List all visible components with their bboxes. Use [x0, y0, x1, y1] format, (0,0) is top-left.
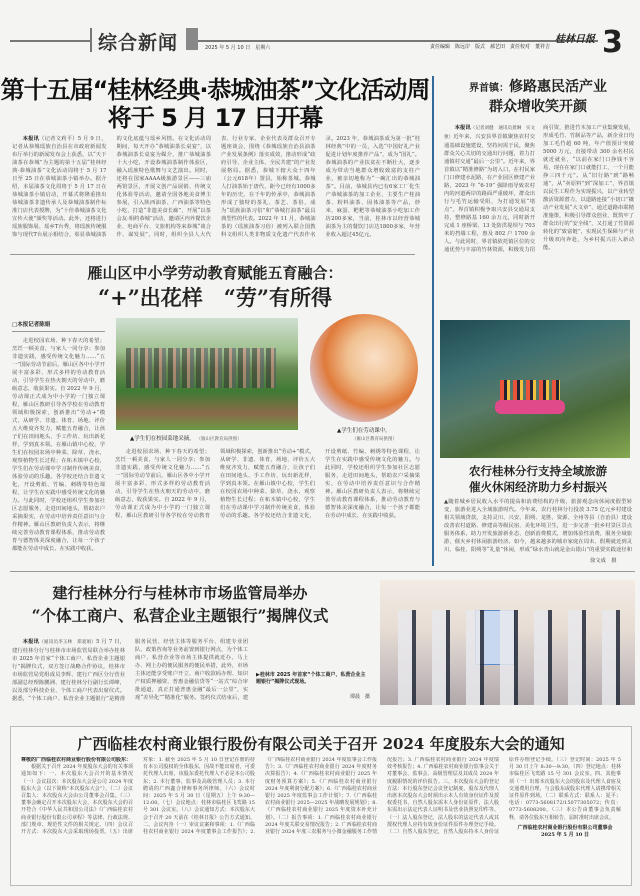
article2-headline-line1: 雁山区中小学劳动教育赋能五育融合： — [87, 264, 343, 282]
sidebar1-headline-line1: 界首镇：修路惠民活产业 — [469, 79, 607, 95]
article3-headline-line2: “个体工商户、私营企业主题银行”揭牌仪式 — [31, 606, 329, 625]
notice-body — [21, 757, 621, 883]
editors-line: 责任编辑 陈远岸 版式 郝艺田 责任校对 董祥吉 — [430, 44, 551, 50]
byline-rule — [12, 331, 105, 332]
issue-date: 2025 年 5 月 10 日 星期六 — [205, 45, 271, 51]
sidebar2-photo-river — [440, 320, 630, 458]
section-title: 综合新闻 — [98, 32, 179, 54]
sidebar2-credit: 徐文成 摄 — [590, 558, 617, 564]
article2-photo-circle — [310, 314, 418, 422]
sidebar-divider — [432, 76, 434, 566]
article3-text: 5 月 7 日，建行桂林分行与桂林市市场监管局联合举办桂林市 2025 年首家“个体工商户、私营企业主题银行”揭牌仪式，双方签订战略合作协议，桂林市市场监管局党组成员李辉、建行广西区分行营业部副总经理陈鹏洲、建行桂林分行副行长谭峰，以及部分科技企业、个体工商户代表出席仪式。据悉，“个体工商户、私营企业主题银行”是精准服务民营、经营主体等服务平台、组建专业团队、政策咨询等业务前置到银行网点，为个体工商户、私营企业等市场主体提供就近办、马上办、网上办的便民服务的便民举措，此外，市场主体还能享受账户开立、商户收款码办理、知识产权质押融资、普惠金融信贷等“一站式”综合审批通道，真正打通普惠金融“最后一公里”，实现“差异化”“精准化”服务。签约仪式结束后，建 — [12, 639, 248, 702]
sidebar2-headline-line1: 农行桂林分行支持全域旅游 — [469, 464, 607, 478]
article3-headline-line1: 建行桂林分行与桂林市市场监管局举办 — [52, 584, 308, 602]
sidebar1-headline-line2: 群众增收笑开颜 — [489, 99, 587, 115]
article2-caption1: ▲学生们在校园菜地采摘。 （雁山区教育局供图） — [130, 436, 242, 442]
header-rule-left — [10, 40, 90, 42]
sidebar1-body: 本报讯（记者刘健 通讯员龚琳 实文強）近年来，兴安县界首镇聚焦农村交通基础设施建设，坚持问需于民，聚焦群众关心关切的交通出行问题，着力打通镇村交通“最后一公里”。近年来，界首镇以“精准修路”为切入口，在村民家门口修建水泥路，在产业园区修建产业路，2023 年 “6·19” 强降雨导致农村内的河道两岸的路面严重破坏，群众出行与毛竹运输受阻，为打通发展“堵点”，界首镇积极争取兴安县交通局支持，整修路基 160 余万元，同时新开完成 1 座桥梁、13 处防洪堤坝与 703 米的挡墙工程，惠及 802 户 1700 余人。与此同时，界首镇依托镇区位的交通优势与丰富的竹林资源，积极发力招商引资，推进竹木加工产业集聚发展，形成毛竹、竹制品等产品，新企业日均加工毛竹超 60 吨，年产值预计突破 5000 万元，直接带动 300 余名村民就近就业，“以前在家门口挣钱不容易，现在在家门口就能打工，一个月能挣三四千元”。从“旧行路”到“路畅通”，从“卖原料”到“深加工”，界首镇以民生工程作为实现振兴，以产业转型激活资源潜力，以道路连接“小切口”撬动产业发展“大文章”，通过道路串联精准施策，积极引导群众创业，既筑牢了群众出行的“安全线”，又打通了竹资源转化的“致富链”，实现民生保障与产业升级双向奔赴，为乡村振兴注入新动能。 — [444, 125, 634, 253]
article1-headline-line2: 将于 5 月 17 日开幕 — [107, 104, 323, 132]
notice-box — [10, 726, 632, 886]
page-number: 3 — [602, 25, 623, 60]
article3-caption: ▶桂林市 2025 年首家“个体工商户、私营企业主题银行”揭牌仪式现场。 — [256, 672, 366, 685]
article2-photo-garden — [116, 318, 298, 430]
article2-byline: □本报记者陈娟 — [12, 322, 51, 328]
section-rule-2 — [10, 571, 635, 572]
sidebar1-text: 近年来，兴安县界首镇聚焦农村交通基础设施建设，坚持问需于民，聚焦群众关心关切的交通出行问题，着力打通镇村交通“最后一公里”。近年来，界首镇以“精准修路”为切入口，在村民家门口修建水泥路，在产业园区修建产业路，2023 年 “6·19” 强降雨导致农村内的河道两岸的路面严重破坏，群众出行与毛竹运输受阻，为打通发展“堵点”，界首镇积极争取兴安县交通局支持，整修路基 160 余万元，同时新开完成 1 座桥梁、13 处防洪堤坝与 703 米的挡墙工程，惠及 802 户 1700 余人。与此同时，界首镇依托镇区位的交通优势与丰富的竹林资源，积极发力招商引资，推进竹木加工产业集聚发展，形成毛竹、竹制品等产品，新企业日均加工毛竹超 60 吨，年产值预计突破 5000 万元，直接带动 300 余名村民就近就业，“以前在家门口挣钱不容易，现在在家门口就能打工，一个月能挣三四千元”。从“旧行路”到“路畅通”，从“卖原料”到“深加工”，界首镇以民生工程作为实现振兴，以产业转型激活资源潜力，以道路连接“小切口”撬动产业发展“大文章”，通过道路串联精准施策，积极引导群众创业，既筑牢了群众出行的“安全线”，又打通了竹资源转化的“致富链”，实现民生保障与产业升级双向奔赴，为乡村振兴注入新动能。 — [444, 125, 634, 253]
notice-title: 广西临桂农村商业银行股份有限公司关于召开 2024 年度股东大会的通知 — [77, 735, 565, 753]
section-rule — [10, 254, 415, 255]
notice-text: 根据关于召开 2024 年度股东大会的有关事项通知如下：一、本次股东大会召开的基本情况（一）会议届次：本次股东大会是公司 2024 年度股东大会（以下简称“本次股东大会”）。（二）会议召集人：本次股东大会由公司董事会召集。（三）董事会确定召开本次股东大会，本次股东大会的召开符合《中华人民共和国公司法》《广西临桂农村商业银行股份有限公司章程》等法律、行政法规、部门规章、规范性文件的相关规定。（四）会议召开方式：本次股东大会采取现场投票。（五）出席对象：1. 截至 2025 年 5 月 10 日登记在册的持有本公司股权的全体股东，因故不能出席者，可委托代理人出席，该股东委托代理人不必是本公司股东；2. 本行董事、监事及高级管理人员；3. 本行聘请的广西鑫合律师事务所律师。（六）会议时间：2025 年 5 月 30 日（星期五）上午 9:30—12:00。（七）会议地点：桂林市临桂区飞鸾路 15 号 301 会议室。（八）会议通知方式：本次股东大会于召开 20 天前在《桂林日报》公告方式通知。二、会议内容（一）审议议案和事项：1.《广西临桂农村商业银行 2024 年度董事会工作报告》；2.《广西临桂农村商业银行 2024 年度监事会工作报告》；3.《广西临桂农村商业银行 2024 年度财务决算报告》；4.《广西临桂农村商业银行 2025 年度财务预算方案》；5.《广西临桂农村商业银行 2024 年度利润分配方案》；6.《广西临桂农村商业银行 2025 年度监事会工作计划》；7.《广西临桂农村商业银行 2025—2025 年战略发展规划》；8.《广西临桂农村商业银行 2025 年度资本补充计划》。（二）报告事项：1. 广西临桂农村商业银行 2024 年度关联交易情况报告；2. 广西临桂农村商业银行 2024 年度三农服务与小微金融服务工作情况报告；3. 广西临桂农村商业银行 2024 年度绩效考核报告；4. 广西临桂农村商业银行监事会关于对董事会、监事会、高级管理层及其成员 2024 年度履职情况的评价报告。三、本次股东大会的登记方法：本行股东登记会议登记制度，股东及代理人出席本次股东大会时须出示本人有效身份证件及授权委托书，自然人股东需本人身份证原件，法人股东需出示法定代表人证明书及营业执照复印件等。（一）法人股东登记，法人股东的法定代表人或其授权代理人应持有效身份证件原件办理登记手续。（二）自然人股东登记，自然人股东持本人身份证原件办理登记手续。（三）登记时间：2025 年 5 月 30 日上午 8:30—9:30。（四）登记地点：桂林市临桂区飞鸾路 15 号 301 会议室。四、其他事项（一）出席本次股东大会的股东及代理人食宿及交通费用自理，与会股东或股东代理人请携带相关证件原件到场。（二）联系方式：联系人：夏平；电话：0773-5608172/15077305072；传真：0773-5608200。（三）本公告由董事会负责解释，请各位股东互相转告，届时准时出席会议。 — [21, 757, 621, 836]
article2-caption2: ▲学生们在劳动课中。 — [337, 428, 391, 434]
article1-lead: 本报讯 — [22, 136, 40, 142]
article1-byline: （记者文莉平） — [39, 136, 78, 142]
header-divider — [90, 28, 92, 52]
newspaper-logo: 桂林日报 — [555, 34, 595, 45]
section-block — [186, 28, 198, 50]
article1-body — [12, 135, 420, 245]
article2-caption2-credit: （雁山区教育局供图） — [352, 437, 397, 442]
header-rule-right — [198, 40, 598, 42]
article2-body — [12, 337, 105, 567]
notice-signature: 广西临桂农村商业银行股份有限公司董事会 — [517, 824, 613, 831]
article1-headline-line1: 第十五届“桂林经典·恭城油茶”文化活动周 — [0, 76, 430, 104]
sidebar2-body: ▲随着城乡居民收入水平的提高和消费结构的升级，旅游观念向休闲度假型转变，旅游业进入全域旅游时代。今年来，农行桂林分行投放 3.75 亿元乡村建设相关领域贷款，支持灵川、兴安、阳朔、龙胜、资源、全州等县（自治县）建设改善农村道路、修建高等级民宿、美化环境卫生，进一步完善一批乡村景区景点服务体系，助力开发旅游新业态，创新消费模式，增加体验性消费，服务全域旅游，催火乡村休闲旅游经济。如今，越来越多的城市家庭在周末、假期就近到灵川、临桂、阳朔等“礼量”休闲，形成“绿水青山就是金山银山”的重要实践途径和 — [444, 499, 632, 553]
article1-text: 5 月 9 日，记者从恭城瑶族自治县在市政府新闻发布厅举行的新闻发布会上获悉，以“天下油茶在恭城”为主题的第十五届“桂林经典·恭城油茶”文化活动周将于 5 月 17 日至 25 日在恭城油茶小镇举办。据介绍，本届油茶文化周将于 5 月 17 日在恭城油茶小镇启动，开幕式将隆重推出恭城油茶非遗传承人及恭城油茶制作标准门店代表授牌，为“十佳恭城油茶文化宣传大使”颁奖等活动。此外，还将进行瑶族服饰展、瑶乡T台秀，将瑶族传统服饰与现代T台展示相结合，彰显恭城油茶的文化底蕴与瑶乡风情。在文化活动周期间，每天开办“恭城油茶长桌宴”，以恭城油茶长桌宴为媒介，推广恭城油茶十大小吃，开设恭城油茶制作体验区，融入瑶族特色歌舞与文艺演出。同时，还将在国家AAAA级旅游景区——三庙两馆景区，开展文创产品展销、传统文化体验等活动，邀请全国各地美食博主参展，引入陕西油茶、广西油茶等特色小吃，打造“非遗美食长廊”，开展“以茶会友·相约恭城”活动，邀请区内外餐饮企业、电商平台、文旅机构等来恭城“谈合作、谋发展”，同时，组织全县人大代表、行业专家、企业代表及群众召开专题座谈会，围绕《恭城瑶族自治县油茶产业发展条例》落实成效，推动形成“政府引导、企业主体、全民共建”的产业发展格局。据悉，恭城下辖大众十四年（公元618年）置县，始称茶城。恭城人打油茶始于唐代，距今已经有1000多年的历史，在千年的传承中，恭城油茶形成了独特的茶礼、茶艺、茶俗，成为“瑶族油茶习俗”和“恭城打油茶”最具典型性的代表。2022 年 11 月，恭城油茶的（瑶族油茶习俗）被列入联合国教科文组织人类非物质文化遗产代表作名录。2023 年，恭城油茶成为第一批“桂林经典”中的一员，入选“中国好礼产业促进计划年度推荐产品”，成为“国礼”。恭城油茶的产业扶贫在不断壮大，逐步成为带动当地群众增收致富的支柱产业，被亲切地称为“一碗汇出的恭城油茶”。目前，恭城县内已有6家工厂化生产恭城油茶的加工企业，主要生产桂油茶、粉料油茶、固体油茶等产品，炒米、麻蛋、粑粑等恭城油茶小吃加工作坊200多家，当前，桂林市以经营恭城油茶为主的餐饮门店达1800多家，年营业收入超过45亿元。 — [12, 136, 420, 238]
notice-salutation: 尊敬的广西临桂农村商业银行股份有限公司股东： — [21, 757, 132, 763]
article3-photo-ceremony — [380, 580, 635, 705]
article2-text: 走进校园农场、种下春天的希望；烹饪一顿美食，与家人一同分享；参加非遗实践，感受传统文化魅力……“五一”国际劳动节前后，雁山区各中小学开展丰富多彩、形式多样的劳动教育活动，引导学生在热火朝天的劳动中，磨砺意志，收获果实。自 2022 年 9 月，劳动课正式成为中小学的一门独立课程，雁山区教研引导各学校在劳动教育领域积极探索，创新推出“劳动+”模式，从研学、非遗、体育、场地、评价五大维度齐发力，赋能五育融合，让孩子们在田间地头、手工作坊、玩出新花样，学到真本领。在雁山镇中心校，学生们在校园农场中种菜、除草、浇水，观察植物生长过程；在柘木镇中心校，学生们在劳动课中学习制作传统美食，体验劳动的乐趣。各学校还结合非遗文化，开设剪纸、竹编、刺绣等特色课程，让学生在实践中感受传统文化的魅力。与此同时，学校还组织学生参加社区志愿服务，走进田间地头，帮助农户采摘果实，在劳动中培养责任意识与合作精神。雁山区教研负责人表示，将继续完善劳动教育课程体系，推动劳动教育与德智体美深度融合，让每一个孩子都能在劳动中成长、在实践中收获。 — [12, 338, 105, 552]
article2-body-cont: 走进校园农场、种下春天的希望；烹饪一顿美食，与家人一同分享；参加非遗实践，感受传统文化魅力……“五一”国际劳动节前后，雁山区各中小学开展丰富多彩、形式多样的劳动教育活动，引导学生在热火朝天的劳动中，磨砺意志，收获果实。自 2022 年 9 月，劳动课正式成为中小学的一门独立课程，雁山区教研引导各学校在劳动教育领域积极探索，创新推出“劳动+”模式，从研学、非遗、体育、场地、评价五大维度齐发力，赋能五育融合，让孩子们在田间地头、手工作坊、玩出新花样，学到真本领。在雁山镇中心校，学生们在校园农场中种菜、除草、浇水，观察植物生长过程；在柘木镇中心校，学生们在劳动课中学习制作传统美食，体验劳动的乐趣。各学校还结合非遗文化，开设剪纸、竹编、刺绣等特色课程，让学生在实践中感受传统文化的魅力。与此同时，学校还组织学生参加社区志愿服务，走进田间地头，帮助农户采摘果实，在劳动中培养责任意识与合作精神。雁山区教研负责人表示，将继续完善劳动教育课程体系，推动劳动教育与德智体美深度融合，让每一个孩子都能在劳动中成长、在实践中收获。 — [115, 449, 420, 519]
sidebar2-headline-line2: 催火休闲经济助力乡村振兴 — [469, 480, 607, 494]
article3-body: 本报讯（通讯员李玉林 郑爱娟）5 月 7 日，建行桂林分行与桂林市市场监管局联合举办桂林市 2025 年首家“个体工商户、私营企业主题银行”揭牌仪式，双方签订战略合作协议，桂林市市场监管局党组成员李辉、建行广西区分行营业部副总经理陈鹏洲、建行桂林分行副行长谭峰，以及部分科技企业、个体工商户代表出席仪式。据悉，“个体工商户、私营企业主题银行”是精准服务民营、经营主体等服务平台、组建专业团队、政策咨询等业务前置到银行网点，为个体工商户、私营企业等市场主体提供就近办、马上办、网上办的便民服务的便民举措，此外，市场主体还能享受账户开立、商户收款码办理、知识产权质押融资、普惠金融信贷等“一站式”综合审批通道，真正打通普惠金融“最后一公里”，实现“差异化”“精准化”服务。签约仪式结束后，建 — [12, 638, 248, 704]
article3-credit: 谭晨 摄 — [349, 694, 370, 700]
notice-date: 2025 年 5 月 10 日 — [540, 832, 590, 839]
article2-headline-line2: “+”出花样 “劳”有所得 — [98, 285, 332, 310]
